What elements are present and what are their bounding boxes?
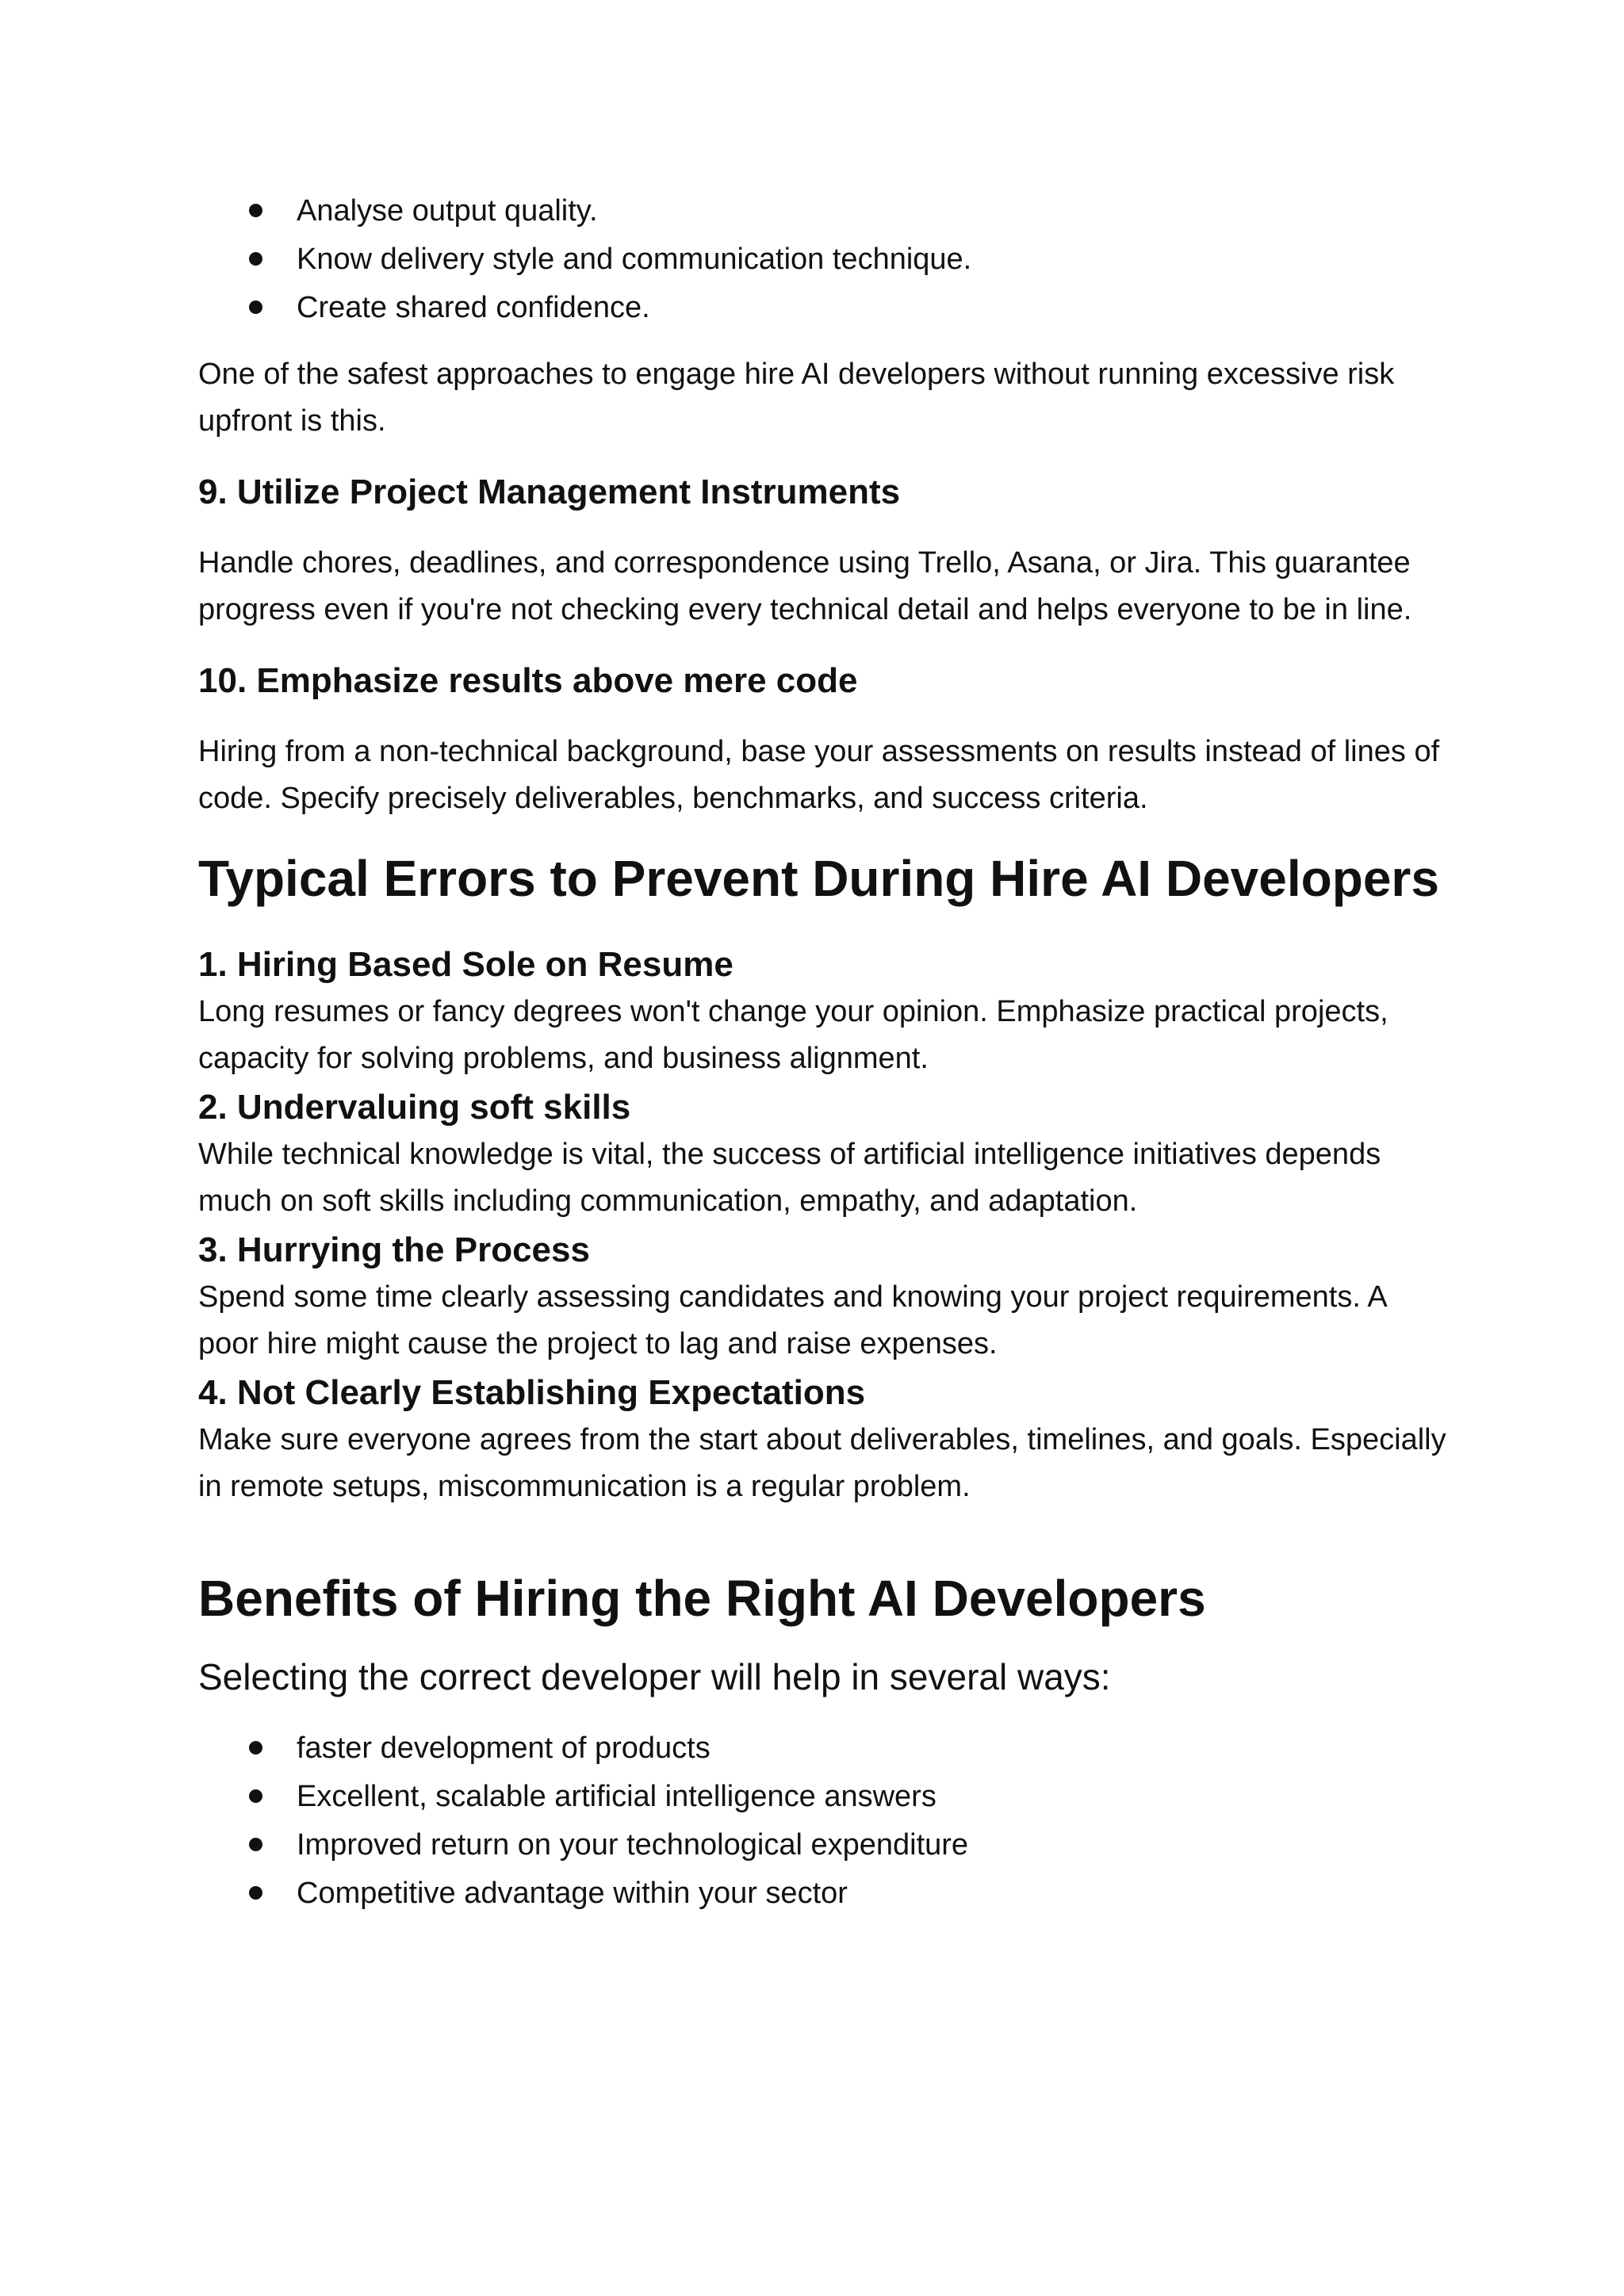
list-item-text: Excellent, scalable artificial intelligence answers <box>297 1780 936 1813</box>
error-1-body: Long resumes or fancy degrees won't change your opinion. Emphasize practical projects, capacity for solving problems, and business alignment. <box>198 995 1388 1075</box>
list-item-text: Know delivery style and communication technique. <box>297 243 972 276</box>
list-item <box>198 235 1451 284</box>
document-content <box>198 187 1451 1918</box>
benefits-bullet-list <box>198 1724 1451 1918</box>
intro-bullet-list <box>198 187 1451 332</box>
error-2-heading: 2. Undervaluing soft skills <box>198 1088 631 1127</box>
bullet-icon <box>249 1886 262 1900</box>
error-1-heading: 1. Hiring Based Sole on Resume <box>198 945 733 984</box>
bullet-icon <box>249 1741 262 1755</box>
bullet-icon <box>249 1838 262 1851</box>
list-item-text: Create shared confidence. <box>297 291 650 324</box>
intro-paragraph: One of the safest approaches to engage hire AI developers without running excessive risk upfront is this. <box>198 358 1395 438</box>
list-item <box>198 1724 1451 1773</box>
tip-10-heading: 10. Emphasize results above mere code <box>198 661 858 700</box>
list-item <box>198 1773 1451 1821</box>
benefits-lead: Selecting the correct developer will help in several ways: <box>198 1656 1111 1697</box>
benefits-section-title: Benefits of Hiring the Right AI Developers <box>198 1570 1206 1627</box>
list-item-text: Improved return on your technological expenditure <box>297 1828 969 1862</box>
tip-10-body: Hiring from a non-technical background, base your assessments on results instead of lines of code. Specify precisely deliverables, benchmarks, and success criteria. <box>198 735 1440 815</box>
list-item <box>198 187 1451 235</box>
error-4-heading: 4. Not Clearly Establishing Expectations <box>198 1373 866 1412</box>
error-3-heading: 3. Hurrying the Process <box>198 1230 590 1269</box>
bullet-icon <box>249 1789 262 1803</box>
errors-section-title: Typical Errors to Prevent During Hire AI Developers <box>198 850 1439 907</box>
tip-9-body: Handle chores, deadlines, and correspondence using Trello, Asana, or Jira. This guarantee progress even if you're not checking every technical detail and helps everyone to be in line. <box>198 546 1412 626</box>
list-item <box>198 284 1451 332</box>
list-item-text: Competitive advantage within your sector <box>297 1877 848 1910</box>
list-item <box>198 1869 1451 1918</box>
error-3-body: Spend some time clearly assessing candidates and knowing your project requirements. A poor hire might cause the project to lag and raise expenses. <box>198 1280 1386 1360</box>
bullet-icon <box>249 300 262 314</box>
list-item-text: faster development of products <box>297 1732 710 1765</box>
bullet-icon <box>249 252 262 266</box>
error-4-body: Make sure everyone agrees from the start about deliverables, timelines, and goals. Especially in remote setups, miscommunication is a regular problem. <box>198 1423 1446 1503</box>
bullet-icon <box>249 204 262 217</box>
list-item-text: Analyse output quality. <box>297 194 598 228</box>
tip-9-heading: 9. Utilize Project Management Instruments <box>198 473 901 511</box>
list-item <box>198 1821 1451 1869</box>
error-2-body: While technical knowledge is vital, the success of artificial intelligence initiatives depends much on soft skills including communication, empathy, and adaptation. <box>198 1138 1381 1218</box>
